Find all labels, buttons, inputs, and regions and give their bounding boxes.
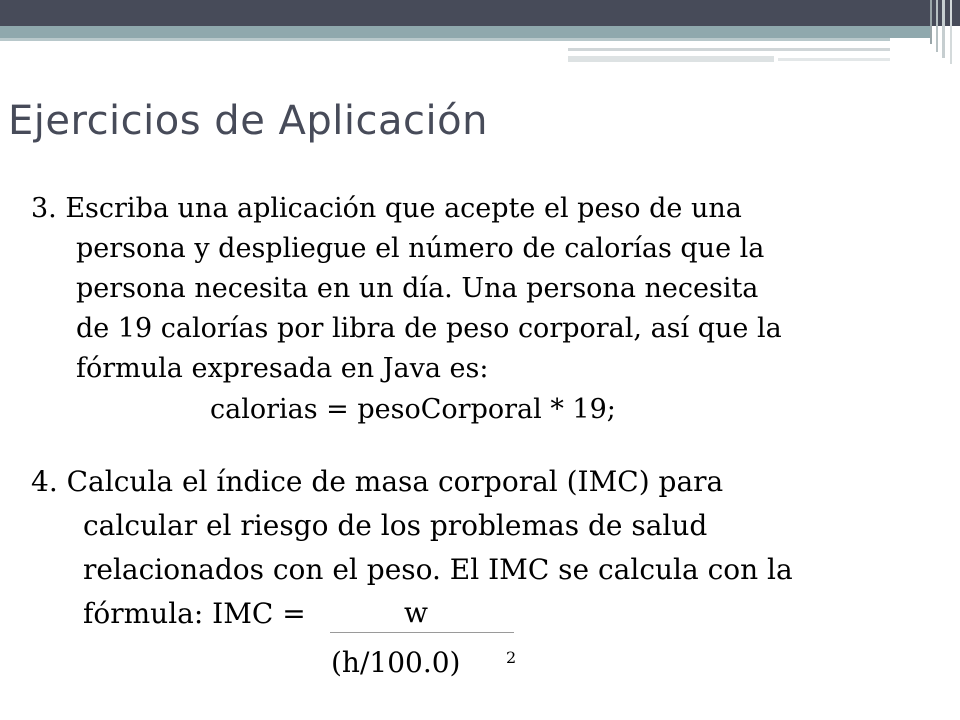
exercise-4-line: fórmula: IMC =: [83, 597, 306, 630]
exercise-3-line: 3. Escriba una aplicación que acepte el peso de una: [31, 193, 742, 224]
imc-denominator: (h/100.0): [331, 646, 461, 679]
header-vertical-accent: [942, 0, 945, 58]
header-banner-teal: [0, 26, 930, 38]
exercise-3-line: persona necesita en un día. Una persona necesita: [76, 273, 759, 304]
header-accent-line: [778, 58, 890, 61]
calories-formula: calorias = pesoCorporal * 19;: [210, 394, 616, 425]
header-accent-line: [568, 56, 774, 62]
fraction-bar: [330, 632, 514, 633]
header-vertical-accent: [950, 0, 952, 64]
imc-numerator: w: [404, 596, 428, 629]
exercise-3-line: persona y despliegue el número de calorías que la: [76, 233, 765, 264]
header-vertical-accent: [930, 0, 932, 44]
header-banner-dark: [0, 0, 960, 26]
exercise-3-line: fórmula expresada en Java es:: [76, 353, 489, 384]
exercise-4-line: calcular el riesgo de los problemas de salud: [83, 509, 708, 542]
header-vertical-accent: [936, 0, 938, 52]
exercise-4-line: relacionados con el peso. El IMC se calcula con la: [83, 553, 793, 586]
header-accent-line: [568, 48, 890, 51]
exercise-3-text: [31, 189, 782, 389]
exercise-3-line: de 19 calorías por libra de peso corporal, así que la: [76, 313, 782, 344]
exercise-4-line: 4. Calcula el índice de masa corporal (IMC) para: [31, 465, 724, 498]
imc-exponent: 2: [506, 648, 517, 667]
slide-title: Ejercicios de Aplicación: [8, 98, 488, 144]
header-banner-teal-thin: [0, 38, 890, 41]
